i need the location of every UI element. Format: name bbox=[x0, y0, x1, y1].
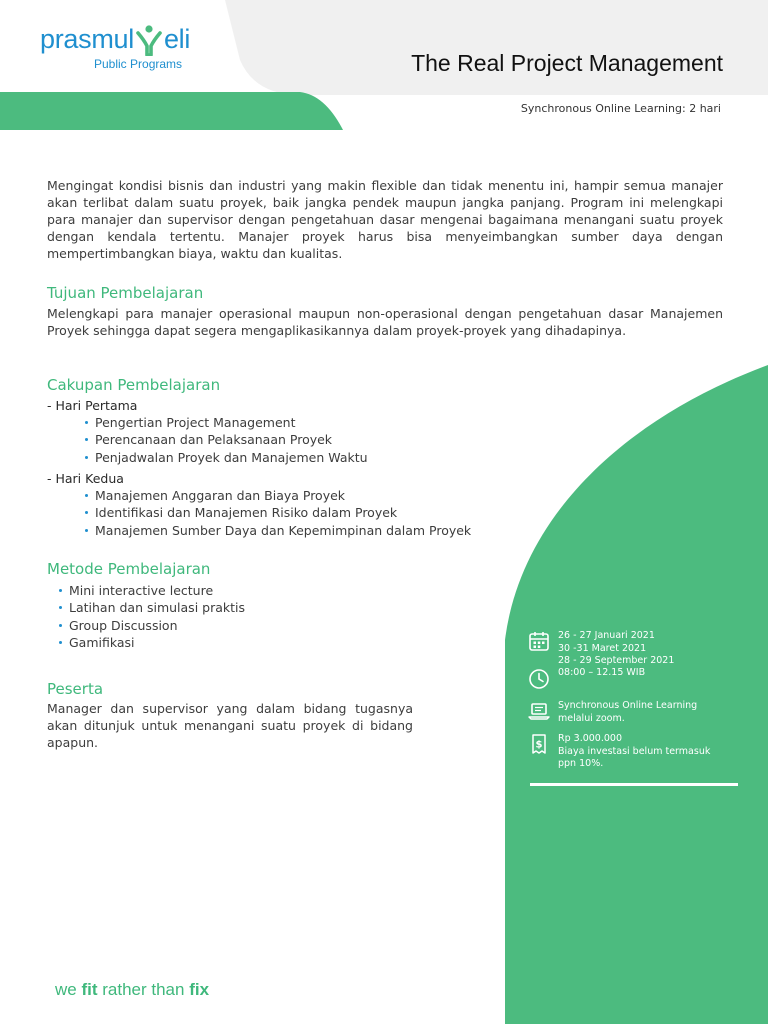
info-price bbox=[528, 733, 710, 771]
document-subtitle: Synchronous Online Learning: 2 hari bbox=[520, 102, 721, 115]
intro-paragraph: Mengingat kondisi bisnis dan industri yang makin flexible dan tidak menentu ini, hampir semua manajer akan terlibat dalam suatu proyek, baik jangka pendek maupun jangka panjang. Program ini melengkapi para manajer dan supervisor dengan pengetahuan dasar mengenai bagaimana menangani suatu proyek dengan kendala tertentu. Manajer proyek harus bisa menyeimbangkan sumber daya dengan mempertimbangkan biaya, waktu dan kualitas. bbox=[47, 178, 723, 261]
list-item: Mini interactive lecture bbox=[59, 582, 245, 599]
green-panel bbox=[505, 365, 768, 1024]
day2-list bbox=[85, 487, 471, 539]
mode-line-2: melalui zoom. bbox=[558, 712, 625, 724]
mode-line-1: Synchronous Online Learning bbox=[558, 700, 698, 711]
day2-label: - Hari Kedua bbox=[47, 471, 124, 486]
list-item: Perencanaan dan Pelaksanaan Proyek bbox=[85, 431, 368, 448]
tagline bbox=[55, 980, 209, 1000]
cakupan-heading: Cakupan Pembelajaran bbox=[47, 376, 221, 394]
day1-list bbox=[85, 414, 368, 466]
peserta-heading: Peserta bbox=[47, 680, 104, 698]
day1-label: - Hari Pertama bbox=[47, 398, 138, 413]
logo-text-right: eli bbox=[163, 24, 191, 54]
price-note-line-2: ppn 10%. bbox=[558, 758, 604, 769]
clock-icon bbox=[528, 668, 550, 690]
tagline-word-1: we bbox=[55, 980, 77, 999]
metode-heading: Metode Pembelajaran bbox=[47, 560, 211, 578]
laptop-icon bbox=[528, 700, 550, 722]
header-green-band bbox=[0, 92, 343, 130]
tujuan-heading: Tujuan Pembelajaran bbox=[47, 284, 204, 302]
info-time bbox=[528, 668, 645, 690]
list-item: Pengertian Project Management bbox=[85, 414, 368, 431]
list-item: Gamifikasi bbox=[59, 634, 245, 651]
tagline-word-3: rather than bbox=[102, 980, 185, 999]
price-note-line-1: Biaya investasi belum termasuk bbox=[558, 745, 711, 757]
list-item: Latihan dan simulasi praktis bbox=[59, 599, 245, 616]
date-1: 26 - 27 Januari 2021 bbox=[558, 630, 655, 641]
list-item: Manajemen Sumber Daya dan Kepemimpinan dalam Proyek bbox=[85, 522, 471, 539]
list-item: Identifikasi dan Manajemen Risiko dalam Proyek bbox=[85, 504, 471, 521]
list-item: Penjadwalan Proyek dan Manajemen Waktu bbox=[85, 449, 368, 466]
info-divider bbox=[530, 783, 738, 786]
info-dates bbox=[528, 630, 674, 668]
tagline-word-fix: fix bbox=[189, 980, 210, 999]
date-3: 28 - 29 September 2021 bbox=[558, 655, 675, 666]
metode-list bbox=[59, 582, 245, 651]
date-2: 30 -31 Maret 2021 bbox=[558, 642, 647, 654]
price-text: Rp 3.000.000 bbox=[558, 733, 622, 744]
document-title: The Real Project Management bbox=[411, 50, 723, 76]
money-receipt-icon bbox=[528, 733, 550, 755]
logo-subtitle: Public Programs bbox=[94, 57, 183, 71]
calendar-icon bbox=[528, 630, 550, 652]
logo-text-left: prasmul bbox=[40, 24, 134, 54]
brand-logo bbox=[40, 24, 190, 71]
list-item: Manajemen Anggaran dan Biaya Proyek bbox=[85, 487, 471, 504]
peserta-paragraph: Manager dan supervisor yang dalam bidang tugasnya akan ditunjuk untuk menangani suatu proyek di bidang apapun. bbox=[47, 701, 413, 750]
info-mode bbox=[528, 700, 697, 725]
logo-figure-icon bbox=[135, 24, 163, 56]
svg-text:$: $ bbox=[535, 739, 543, 751]
tujuan-paragraph: Melengkapi para manajer operasional maupun non-operasional dengan pengetahuan dasar Manajemen Proyek sehingga dapat segera mengaplikasikannya dalam proyek-proyek yang dihadapinya. bbox=[47, 306, 723, 338]
header-gray-band bbox=[225, 0, 768, 95]
tagline-word-fit: fit bbox=[81, 980, 98, 999]
time-text: 08:00 – 12.15 WIB bbox=[558, 667, 646, 678]
list-item: Group Discussion bbox=[59, 617, 245, 634]
